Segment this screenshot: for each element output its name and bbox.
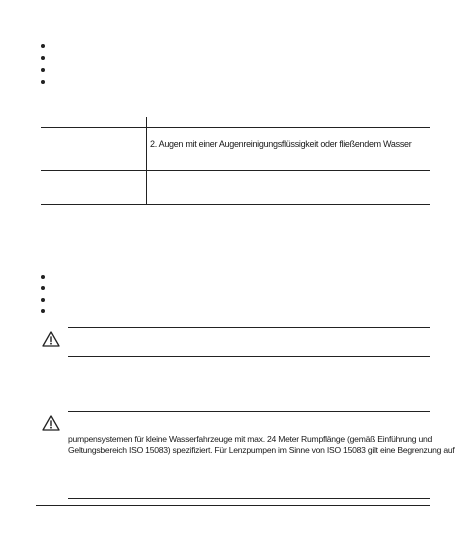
bullet-dot [41, 68, 45, 72]
warning-line-1: pumpensystemen für kleine Wasserfahrzeuge mit max. 24 Meter Rumpflänge (gemäß Einführung und [68, 434, 433, 444]
warning-line-2: Geltungsbereich ISO 15083) spezifiziert. Für Lenzpumpen im Sinne von ISO 15083 gilt eine Begrenzung auf [68, 445, 455, 455]
bullet-dot [41, 298, 45, 302]
bullet-dot [41, 309, 45, 313]
table-rule-top [41, 127, 430, 128]
bullet-dot [41, 56, 45, 60]
table-column-divider [146, 117, 147, 204]
bullet-dot [41, 44, 45, 48]
warning-paragraph [68, 434, 455, 456]
warning-rule-top [68, 327, 430, 328]
bullet-dot [41, 286, 45, 290]
bullet-dot [41, 275, 45, 279]
page-footer-rule [36, 505, 430, 506]
bullet-dot [41, 80, 45, 84]
table-rule-bottom [41, 204, 430, 205]
warning-triangle-icon [42, 415, 60, 431]
table-rule-middle [41, 170, 430, 171]
table-cell-row1-col2: 2. Augen mit einer Augenreinigungsflüssigkeit oder fließendem Wasser [150, 139, 412, 149]
warning-triangle-icon [42, 331, 60, 347]
warning-rule-top [68, 411, 430, 412]
warning-rule-bottom [68, 356, 430, 357]
warning-rule-bottom [68, 498, 430, 499]
